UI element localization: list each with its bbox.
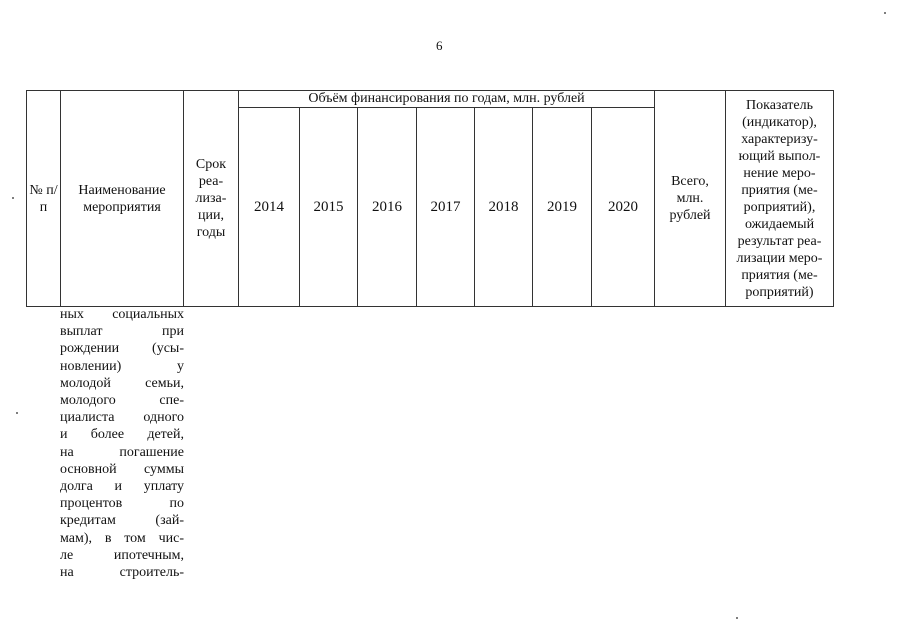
header-year: 2019 bbox=[533, 108, 592, 307]
text-line: на погашение bbox=[60, 444, 184, 460]
text-line: основной суммы bbox=[60, 461, 184, 477]
text-line: ле ипотечным, bbox=[60, 547, 184, 563]
text-line: на строитель- bbox=[60, 565, 184, 581]
scan-speck bbox=[12, 197, 14, 199]
text-line: выплат при bbox=[60, 324, 184, 340]
header-year: 2017 bbox=[417, 108, 475, 307]
text-line: мам), в том чис- bbox=[60, 530, 184, 546]
header-year: 2014 bbox=[239, 108, 300, 307]
text-line: рождении (усы- bbox=[60, 341, 184, 357]
text-line: ных социальных bbox=[60, 307, 184, 322]
scan-speck bbox=[16, 412, 18, 414]
header-funding-group: Объём финансирования по годам, млн. рублей bbox=[239, 91, 655, 108]
scan-speck bbox=[736, 617, 738, 619]
text-line: новлении) у bbox=[60, 358, 184, 374]
text-line: молодого спе- bbox=[60, 393, 184, 409]
header-num: № п/п bbox=[27, 91, 61, 307]
text-line: кредитам (зай- bbox=[60, 513, 184, 529]
text-line: молодой семьи, bbox=[60, 375, 184, 391]
header-year: 2016 bbox=[358, 108, 417, 307]
scan-speck bbox=[884, 12, 886, 14]
page-number: 6 bbox=[436, 38, 443, 53]
text-line: циалиста одного bbox=[60, 410, 184, 426]
header-year: 2018 bbox=[475, 108, 533, 307]
header-year: 2020 bbox=[592, 108, 655, 307]
header-name: Наименование мероприятия bbox=[61, 91, 184, 307]
header-indicator: Показатель (индикатор), характеризу-ющий выпол-нение меро-приятия (ме-роприятий), ожидаемый результат реа-лизации меро-приятия (ме-роприятий) bbox=[726, 91, 834, 307]
text-line: долга и уплату bbox=[60, 479, 184, 495]
header-term: Срок реа-лиза-ции, годы bbox=[184, 91, 239, 307]
funding-table bbox=[26, 90, 834, 307]
header-year: 2015 bbox=[300, 108, 358, 307]
text-line: и более детей, bbox=[60, 427, 184, 443]
text-line: процентов по bbox=[60, 496, 184, 512]
header-total: Всего, млн. рублей bbox=[655, 91, 726, 307]
continuation-text bbox=[60, 306, 184, 581]
